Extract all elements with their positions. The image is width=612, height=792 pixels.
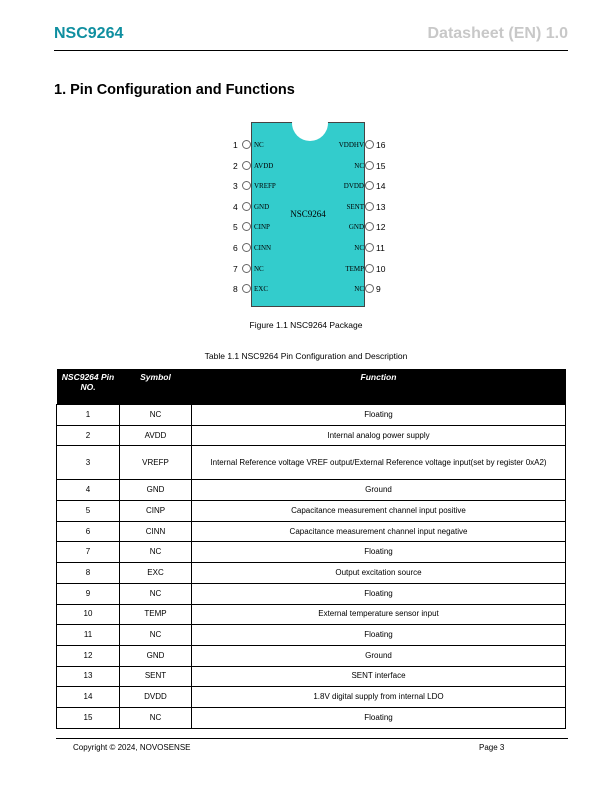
function-cell: Floating (192, 583, 566, 604)
pin-number: 10 (376, 263, 386, 274)
pin-number: 3 (233, 181, 238, 192)
pin-number: 9 (376, 284, 381, 295)
table-row (57, 405, 566, 426)
header-doc-title: Datasheet (EN) 1.0 (427, 25, 568, 42)
function-cell: Floating (192, 625, 566, 646)
pin-number-cell: 12 (57, 645, 120, 666)
table-row (57, 446, 566, 480)
pin-number: 1 (233, 140, 238, 150)
table-row (57, 625, 566, 646)
pin-number-cell: 10 (57, 604, 120, 625)
pin-pad-icon (365, 140, 374, 149)
pin-number: 15 (376, 160, 386, 171)
pin-number-cell: 15 (57, 707, 120, 728)
pin-label: TEMP (345, 264, 364, 273)
symbol-cell: CINP (120, 501, 192, 522)
function-cell: Ground (192, 480, 566, 501)
symbol-cell: NC (120, 405, 192, 426)
chip-notch (292, 105, 328, 141)
function-cell: Floating (192, 405, 566, 426)
col-header-pin: NSC9264 Pin NO. (57, 369, 120, 405)
pin-pad-icon (242, 161, 251, 170)
symbol-cell: NC (120, 583, 192, 604)
header-product: NSC9264 (54, 25, 124, 42)
pin-label: VDDHV (338, 141, 364, 149)
pin-number: 8 (233, 284, 238, 295)
pin-pad-icon (242, 202, 251, 211)
pin-number-cell: 4 (57, 480, 120, 501)
function-cell: Ground (192, 645, 566, 666)
pin-pad-icon (242, 181, 251, 190)
function-cell: Internal Reference voltage VREF output/External Reference voltage input(set by register 0xA2) (192, 446, 566, 480)
function-cell: External temperature sensor input (192, 604, 566, 625)
pin-pad-icon (365, 243, 374, 252)
figure-caption: Figure 1.1 NSC9264 Package (249, 320, 363, 330)
pin-label: CINP (254, 223, 270, 232)
pin-number: 12 (376, 222, 386, 233)
footer-page: Page 3 (479, 743, 505, 752)
footer-copyright: Copyright © 2024, NOVOSENSE (73, 743, 191, 752)
table-row (57, 645, 566, 666)
symbol-cell: VREFP (120, 446, 192, 480)
pin-number-cell: 9 (57, 583, 120, 604)
symbol-cell: NC (120, 542, 192, 563)
symbol-cell: CINN (120, 521, 192, 542)
symbol-cell: DVDD (120, 687, 192, 708)
pin-label: VREFP (254, 182, 276, 191)
pin-number-cell: 6 (57, 521, 120, 542)
table-row (57, 425, 566, 446)
pin-label: NC (254, 141, 264, 149)
pin-label: AVDD (254, 161, 274, 170)
table-row (57, 687, 566, 708)
symbol-cell: NC (120, 707, 192, 728)
pin-number: 7 (233, 263, 238, 274)
pin-pad-icon (242, 284, 251, 293)
chip-name: NSC9264 (290, 209, 326, 219)
pin-number-cell: 1 (57, 405, 120, 426)
table-row (57, 583, 566, 604)
pin-number: 2 (233, 160, 238, 171)
function-cell: Floating (192, 542, 566, 563)
pin-pad-icon (365, 222, 374, 231)
pin-table (56, 369, 566, 729)
col-header-function: Function (192, 369, 566, 405)
pin-number: 16 (376, 140, 386, 150)
pin-number-cell: 11 (57, 625, 120, 646)
pin-label: NC (254, 264, 264, 273)
symbol-cell: GND (120, 480, 192, 501)
symbol-cell: EXC (120, 563, 192, 584)
pin-number-cell: 2 (57, 425, 120, 446)
function-cell: SENT interface (192, 666, 566, 687)
pin-number-cell: 8 (57, 563, 120, 584)
function-cell: Capacitance measurement channel input positive (192, 501, 566, 522)
section-title: 1. Pin Configuration and Functions (54, 82, 295, 98)
pin-pad-icon (365, 202, 374, 211)
pin-number: 14 (376, 181, 386, 192)
pin-label: NC (354, 244, 364, 252)
table-row (57, 707, 566, 728)
pin-pad-icon (365, 264, 374, 273)
pin-pad-icon (242, 264, 251, 273)
footer-divider (56, 738, 568, 739)
pin-number-cell: 5 (57, 501, 120, 522)
table-row (57, 480, 566, 501)
function-cell: Capacitance measurement channel input negative (192, 521, 566, 542)
table-caption: Table 1.1 NSC9264 Pin Configuration and Description (204, 351, 408, 361)
pin-label: CINN (254, 244, 272, 252)
pin-number: 11 (376, 243, 385, 253)
pin-number: 5 (233, 222, 238, 233)
symbol-cell: AVDD (120, 425, 192, 446)
pin-pad-icon (242, 243, 251, 252)
pin-number: 4 (233, 201, 238, 212)
pin-number-cell: 7 (57, 542, 120, 563)
pin-number-cell: 3 (57, 446, 120, 480)
pin-number-cell: 13 (57, 666, 120, 687)
pin-number-cell: 14 (57, 687, 120, 708)
table-row (57, 563, 566, 584)
pin-label: GND (254, 202, 270, 211)
pin-number: 13 (376, 201, 386, 212)
pin-label: NC (354, 161, 364, 170)
pin-number: 6 (233, 243, 238, 253)
function-cell: Floating (192, 707, 566, 728)
symbol-cell: SENT (120, 666, 192, 687)
pin-pad-icon (365, 181, 374, 190)
table-row (57, 521, 566, 542)
function-cell: Output excitation source (192, 563, 566, 584)
function-cell: 1.8V digital supply from internal LDO (192, 687, 566, 708)
col-header-symbol: Symbol (120, 369, 192, 405)
pin-pad-icon (365, 284, 374, 293)
table-row (57, 501, 566, 522)
symbol-cell: NC (120, 625, 192, 646)
table-row (57, 666, 566, 687)
pin-label: EXC (254, 285, 268, 294)
pin-label: NC (354, 285, 364, 294)
header-divider (54, 50, 568, 51)
table-row (57, 604, 566, 625)
pin-label: GND (348, 223, 364, 232)
pin-label: DVDD (343, 182, 364, 191)
symbol-cell: TEMP (120, 604, 192, 625)
pin-pad-icon (242, 140, 251, 149)
pin-label: SENT (346, 202, 364, 211)
symbol-cell: GND (120, 645, 192, 666)
pin-pad-icon (242, 222, 251, 231)
function-cell: Internal analog power supply (192, 425, 566, 446)
pin-pad-icon (365, 161, 374, 170)
table-row (57, 542, 566, 563)
